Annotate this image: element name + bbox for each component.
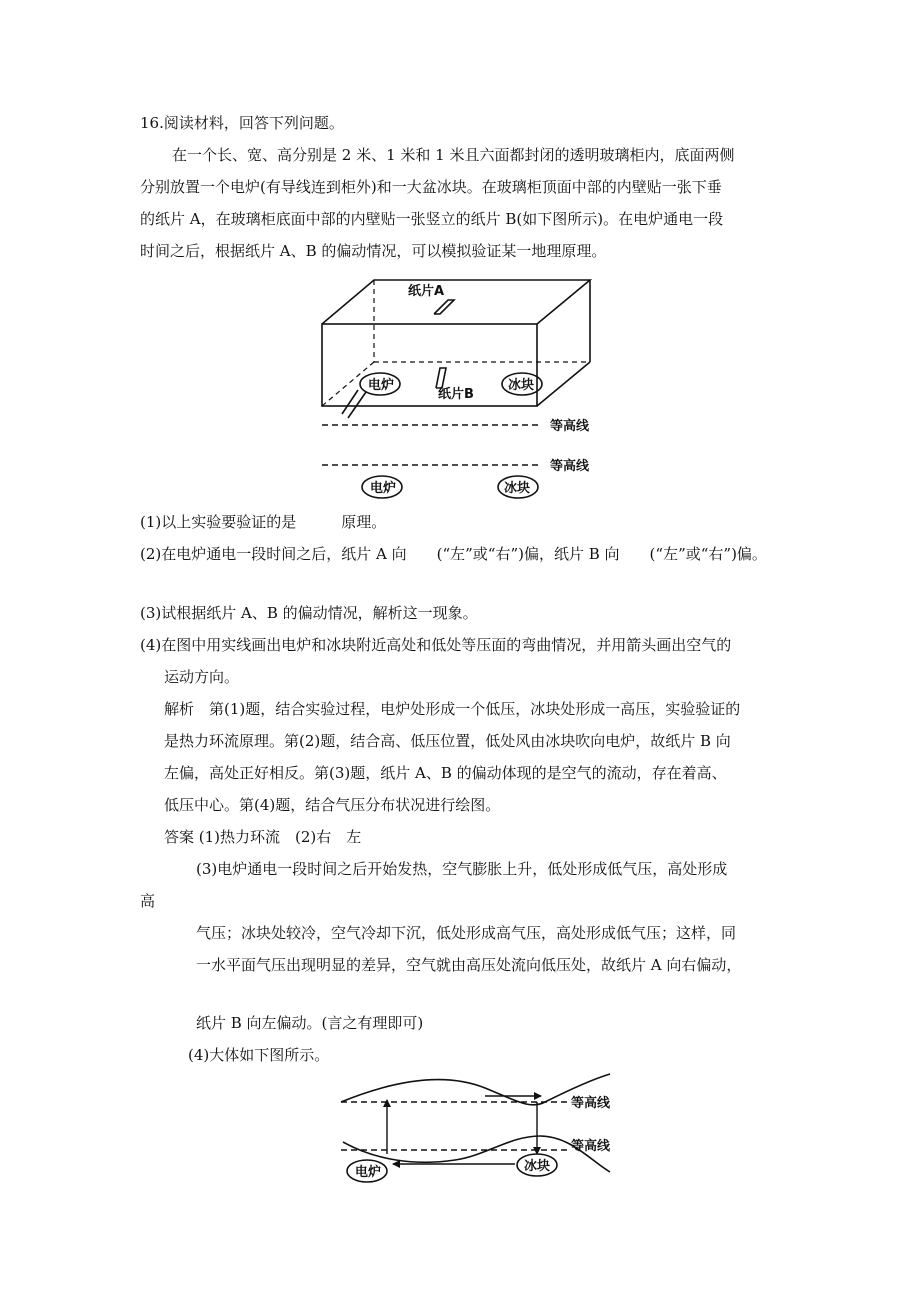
stove-label-answer: 电炉 (355, 1165, 382, 1180)
analysis-line-2: 是热力环流原理。第(2)题，结合高、低压位置，低处风由冰块吹向电炉，故纸片 B 向 (164, 732, 731, 750)
sub-question-4-line-2: 运动方向。 (164, 668, 240, 686)
ice-label: 冰块 (508, 378, 535, 393)
sub-question-3: (3)试根据纸片 A、B 的偏动情况，解析这一现象。 (140, 604, 478, 622)
material-line-4: 时间之后，根据纸片 A、B 的偏动情况，可以模拟验证某一地理原理。 (140, 242, 607, 260)
analysis-line-1: 解析 第(1)题，结合实验过程，电炉处形成一个低压，冰块处形成一高压，实验验证的 (164, 700, 741, 718)
ice-label-bottom: 冰块 (504, 481, 531, 496)
box-front-face (322, 324, 537, 406)
isobar-lower-label: 等高线 (550, 459, 590, 474)
sub-question-2: (2)在电炉通电一段时间之后，纸片 A 向 (“左”或“右”)偏，纸片 B 向 (“左”或“右”)偏。 (140, 545, 767, 563)
answer-3-line-1-wrap: 高 (140, 892, 156, 910)
lower-isobar-label: 等高线 (571, 1139, 611, 1154)
stove-wire-1 (342, 390, 358, 414)
lower-isobar-curve (343, 1136, 610, 1172)
answer-line: 答案 (1)热力环流 (2)右 左 (164, 828, 362, 846)
experiment-figure (310, 272, 630, 504)
material-line-1: 在一个长、宽、高分别是 2 米、1 米和 1 米且六面都封闭的透明玻璃柜内，底面两侧 (172, 146, 735, 164)
stove-wire-2 (348, 392, 366, 418)
upper-isobar-curve (341, 1074, 610, 1105)
isobar-answer-figure (335, 1070, 635, 1188)
question-title: 16.阅读材料，回答下列问题。 (140, 114, 344, 132)
answer-4-line: (4)大体如下图所示。 (188, 1046, 330, 1064)
stove-label-bottom: 电炉 (370, 481, 397, 496)
ice-label-answer: 冰块 (524, 1159, 551, 1174)
paper-a-label: 纸片A (408, 284, 445, 299)
material-line-3: 的纸片 A，在玻璃柜底面中部的内壁贴一张竖立的纸片 B(如下图所示)。在电炉通电一段 (140, 210, 724, 228)
material-line-2: 分别放置一个电炉(有导线连到柜外)和一大盆冰块。在玻璃柜顶面中部的内壁贴一张下垂 (140, 178, 722, 196)
isobar-upper-label: 等高线 (550, 419, 590, 434)
paper-a-shape (434, 300, 454, 314)
answer-3-line-2: 气压；冰块处较冷，空气冷却下沉，低处形成高气压，高处形成低气压；这样，同 (196, 924, 737, 942)
stove-label: 电炉 (368, 378, 395, 393)
answer-3-line-4: 纸片 B 向左偏动。(言之有理即可) (196, 1014, 424, 1032)
sub-question-4-line-1: (4)在图中用实线画出电炉和冰块附近高处和低处等压面的弯曲情况，并用箭头画出空气的 (140, 636, 732, 654)
upper-isobar-label: 等高线 (571, 1096, 611, 1111)
answer-3-line-3: 一水平面气压出现明显的差异，空气就由高压处流向低压处，故纸片 A 向右偏动， (196, 956, 742, 974)
analysis-line-4: 低压中心。第(4)题，结合气压分布状况进行绘图。 (164, 796, 501, 814)
analysis-line-3: 左偏，高处正好相反。第(3)题，纸片 A、B 的偏动体现的是空气的流动，存在着高、 (164, 764, 727, 782)
paper-b-shape (436, 368, 446, 388)
box-top-face (322, 280, 590, 324)
paper-b-label: 纸片B (438, 387, 474, 402)
answer-3-line-1: (3)电炉通电一段时间之后开始发热，空气膨胀上升，低处形成低气压，高处形成 (196, 860, 728, 878)
sub-question-1: (1)以上实验要验证的是 原理。 (140, 513, 387, 531)
